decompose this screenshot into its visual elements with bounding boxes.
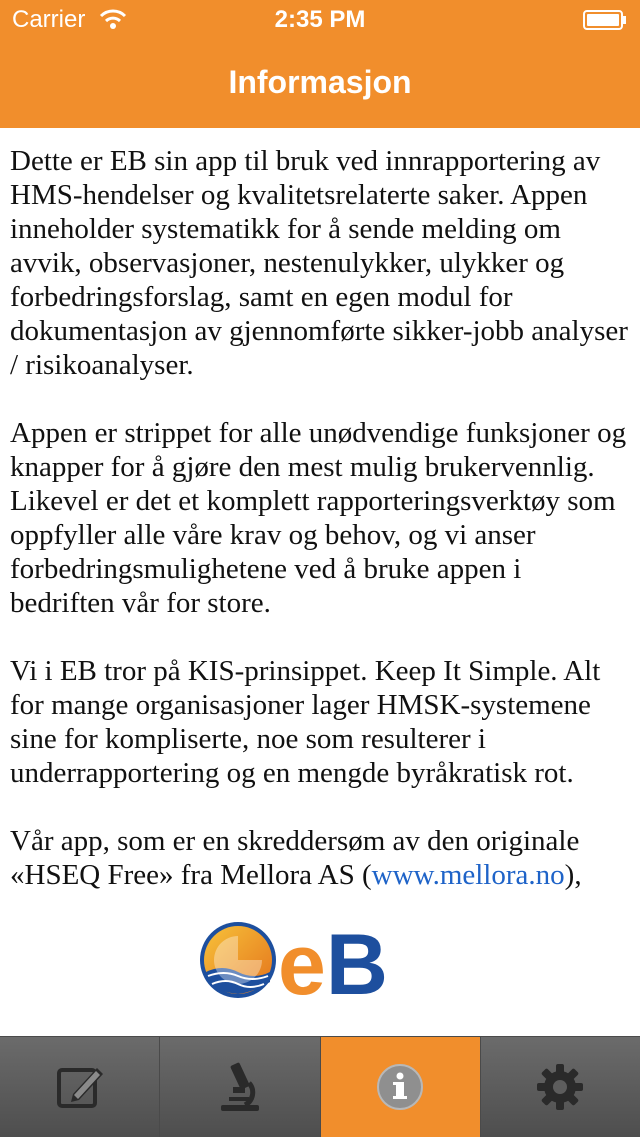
microscope-icon bbox=[215, 1061, 265, 1113]
header-bar bbox=[0, 0, 640, 128]
info-content[interactable] bbox=[0, 128, 640, 1036]
edit-icon bbox=[55, 1062, 105, 1112]
info-icon bbox=[374, 1061, 426, 1113]
paragraph-text: Vår app, som er en skreddersøm av den originale «HSEQ Free» fra Mellora AS ( bbox=[10, 825, 580, 891]
tab-settings[interactable] bbox=[481, 1037, 640, 1137]
paragraph bbox=[10, 824, 630, 892]
gear-icon bbox=[535, 1062, 585, 1112]
paragraph-text: ), bbox=[564, 859, 582, 891]
carrier-label: Carrier bbox=[12, 6, 86, 33]
paragraph: Vi i EB tror på KIS-prinsippet. Keep It Simple. Alt for mange organisasjoner lager HMSK-systemene sine for kompliserte, noe som resulterer i underrapportering og en mengde byråkratisk rot. bbox=[10, 655, 601, 789]
tab-bar bbox=[0, 1036, 640, 1137]
logo-text: eB bbox=[278, 917, 388, 1006]
tab-report[interactable] bbox=[0, 1037, 160, 1137]
paragraph: Dette er EB sin app til bruk ved innrapportering av HMS-hendelser og kvalitetsrelaterte saker. Appen inneholder systematikk for å sende melding om avvik, observasjoner, nestenulykker, ulykker og forbedringsforslag, samt en egen modul for dokumentasjon av gjennomførte sikker-jobb analyser / risikoanalyser. bbox=[10, 145, 628, 381]
status-time: 2:35 PM bbox=[274, 6, 366, 33]
tab-information[interactable] bbox=[321, 1037, 481, 1137]
page-title: Informasjon bbox=[228, 64, 412, 100]
info-text bbox=[10, 144, 630, 926]
battery-icon bbox=[583, 10, 627, 30]
mellora-link[interactable]: www.mellora.no bbox=[371, 859, 565, 891]
tab-analysis[interactable] bbox=[160, 1037, 320, 1137]
status-bar bbox=[0, 0, 640, 40]
eb-logo bbox=[196, 916, 446, 1006]
paragraph: Appen er strippet for alle unødvendige funksjoner og knapper for å gjøre den mest mulig brukervennlig. Likevel er det et komplett rapporteringsverktøy som oppfyller alle våre krav og behov, og vi anser forbedringsmulighetene ved å bruke appen i bedriften vår for store. bbox=[10, 417, 627, 619]
